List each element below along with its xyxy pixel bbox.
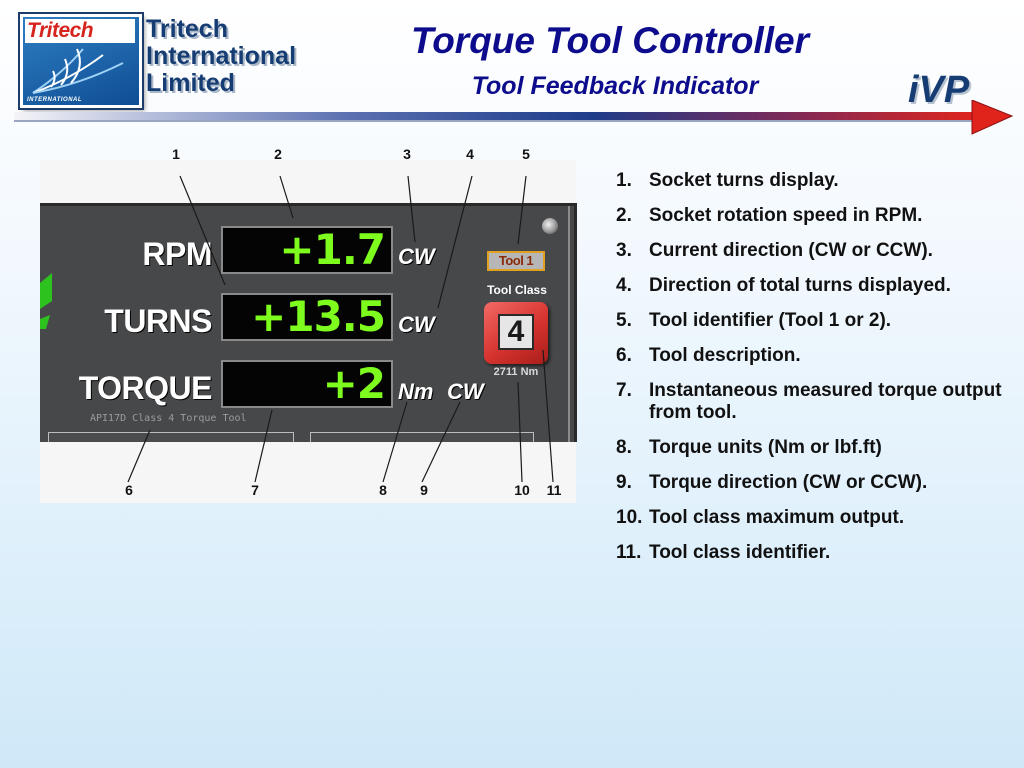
callout-number: 1 xyxy=(172,146,180,162)
torque-label: TORQUE xyxy=(78,370,212,406)
tool-feedback-figure xyxy=(40,146,576,503)
company-name-line: Tritech xyxy=(146,15,228,43)
callout-number: 2 xyxy=(274,146,282,162)
tool-identifier: Tool 1 xyxy=(487,251,545,271)
legend-number: 2. xyxy=(616,205,632,226)
legend-number: 9. xyxy=(616,472,632,493)
legend-item xyxy=(616,170,1016,192)
legend-text: Direction of total turns displayed. xyxy=(649,275,951,296)
torque-units: Nm xyxy=(398,379,434,404)
legend-list xyxy=(616,170,1016,577)
callout-number: 4 xyxy=(466,146,474,162)
company-name xyxy=(146,16,342,97)
legend-number: 10. xyxy=(616,507,643,528)
callout-number: 8 xyxy=(379,482,387,498)
legend-text: Tool description. xyxy=(649,345,801,366)
company-name-line: Limited xyxy=(146,69,235,97)
callout-number: 10 xyxy=(514,482,530,498)
legend-number: 4. xyxy=(616,275,632,296)
turns-readout: +13.5 xyxy=(221,293,393,341)
legend-item xyxy=(616,542,1016,564)
torque-direction: CW xyxy=(447,379,484,404)
legend-text: Current direction (CW or CCW). xyxy=(649,240,933,261)
page-title: Torque Tool Controller xyxy=(410,20,810,61)
legend-item xyxy=(616,472,1016,494)
legend-text: Torque units (Nm or lbf.ft) xyxy=(649,437,882,458)
legend-item xyxy=(616,205,1016,227)
rpm-label: RPM xyxy=(142,236,212,272)
callout-lines xyxy=(40,160,576,503)
tool-class-number: 4 xyxy=(498,314,534,350)
legend-item xyxy=(616,507,1016,529)
rpm-direction: CW xyxy=(398,244,435,269)
legend-text: Torque direction (CW or CCW). xyxy=(649,472,928,493)
legend-number: 5. xyxy=(616,310,632,331)
legend-text: Tool class maximum output. xyxy=(649,507,905,528)
logo-badge xyxy=(20,14,142,108)
legend-number: 7. xyxy=(616,380,632,401)
legend-item xyxy=(616,240,1016,262)
rpm-readout: +1.7 xyxy=(221,226,393,274)
legend-number: 1. xyxy=(616,170,632,191)
callout-number: 5 xyxy=(522,146,530,162)
turns-direction: CW xyxy=(398,312,435,337)
company-name-line: International xyxy=(146,42,297,70)
turns-label: TURNS xyxy=(104,303,212,339)
logo-badge-word: Tritech xyxy=(25,19,135,43)
company-logo xyxy=(20,14,340,106)
logo-badge-subtext: INTERNATIONAL xyxy=(27,97,83,103)
callout-number: 7 xyxy=(251,482,259,498)
brand-logo: iVP xyxy=(908,69,970,111)
legend-number: 3. xyxy=(616,240,632,261)
page-subtitle: Tool Feedback Indicator xyxy=(471,72,759,100)
legend-number: 8. xyxy=(616,437,632,458)
torque-readout: +2 xyxy=(221,360,393,408)
tool-class-label: Tool Class xyxy=(487,283,547,297)
callout-number: 9 xyxy=(420,482,428,498)
legend-item xyxy=(616,345,1016,367)
tool-class-max: 2711 Nm xyxy=(493,366,539,378)
legend-text: Tool identifier (Tool 1 or 2). xyxy=(649,310,892,331)
legend-number: 11. xyxy=(616,542,642,563)
legend-item xyxy=(616,275,1016,297)
callout-number: 6 xyxy=(125,482,133,498)
callout-number: 11 xyxy=(546,482,562,498)
callout-number: 3 xyxy=(403,146,411,162)
legend-text: Socket turns display. xyxy=(649,170,839,191)
legend-item xyxy=(616,437,1016,459)
legend-item xyxy=(616,310,1016,332)
legend-text: Tool class identifier. xyxy=(649,542,831,563)
header-arrow-bar xyxy=(14,100,1014,140)
legend-number: 6. xyxy=(616,345,632,366)
legend-item xyxy=(616,380,1016,424)
legend-text: Socket rotation speed in RPM. xyxy=(649,205,923,226)
legend-text: Instantaneous measured torque output from tool. xyxy=(649,380,1002,423)
tool-description: API17D Class 4 Torque Tool xyxy=(90,413,247,424)
sonar-waves-icon xyxy=(23,43,133,99)
